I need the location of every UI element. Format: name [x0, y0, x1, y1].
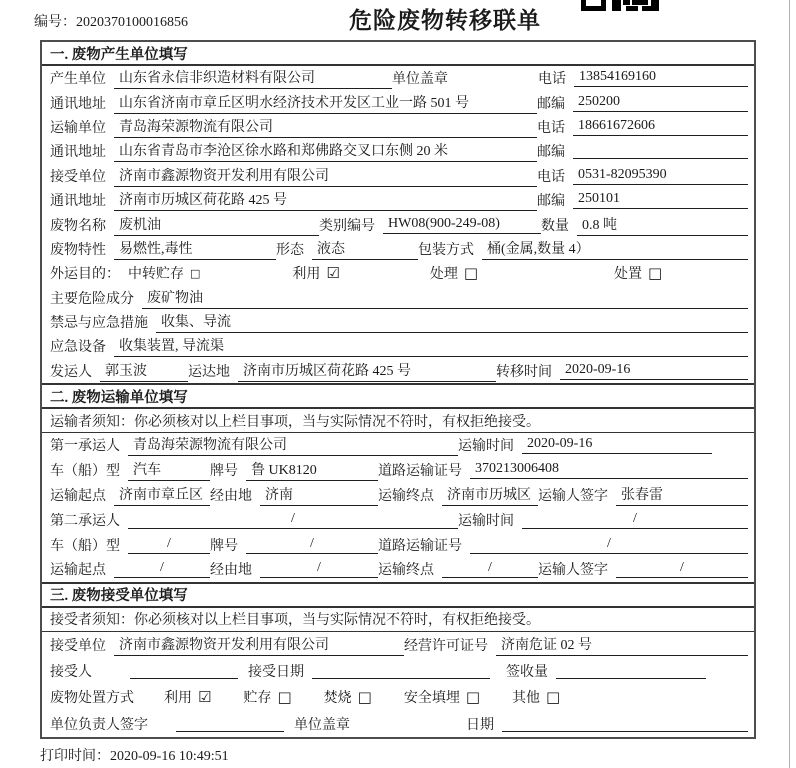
generator-address-value: 山东省济南市章丘区明水经济技术开发区工业一路 501 号 [114, 92, 537, 114]
checkbox-unchecked-icon: □ [357, 687, 372, 706]
field-label: 数量 [541, 218, 569, 234]
field-label: 第一承运人 [50, 439, 120, 455]
second-origin-value: / [114, 560, 210, 578]
field-label: 运输单位 [50, 120, 106, 136]
disposal-incineration-checkbox [324, 687, 372, 707]
field-label: 经营许可证号 [404, 638, 488, 654]
form-row [42, 608, 754, 632]
producer-section [42, 42, 754, 383]
second-carrier-value: / [128, 511, 458, 529]
field-label: 主要危险成分 [50, 291, 134, 307]
purpose-disposal-checkbox-label: 处置 [614, 267, 643, 283]
doc-number-value: 2020370100016856 [76, 15, 188, 30]
checkbox-unchecked-icon: □ [648, 263, 663, 282]
transporter-section [42, 383, 754, 582]
field-label: 废物名称 [50, 218, 106, 234]
form-row [42, 261, 754, 285]
form-row [42, 507, 754, 532]
field-label: 道路运输证号 [378, 538, 462, 554]
second-terminus-value: / [442, 560, 538, 578]
print-time [40, 745, 229, 765]
field-label: 经由地 [210, 489, 252, 505]
checkbox-unchecked-icon: □ [465, 687, 481, 706]
purpose-transfer-storage-checkbox-label: 中转贮存 [128, 267, 184, 283]
field-label: 废物处置方式 [50, 691, 134, 707]
form-row [42, 66, 754, 90]
field-label: 牌号 [210, 538, 238, 554]
second-carrier-signature-value: / [616, 560, 748, 578]
checkbox-unchecked-icon: □ [277, 687, 292, 706]
field-label: 经由地 [210, 563, 252, 579]
field-label: 车（船）型 [50, 538, 120, 554]
disposal-reuse-checkbox [164, 687, 211, 707]
page-title: 危险废物转移联单 [349, 8, 541, 33]
transporter-postcode-value [573, 143, 748, 159]
page-edge-divider [789, 0, 790, 768]
receiver-notice: 接受者须知：你必须核对以上栏目事项，当与实际情况不符时，有权拒绝接受。 [50, 613, 540, 629]
second-plate-number-value: / [246, 536, 378, 554]
form-row [42, 212, 754, 236]
transporter-notice: 运输者须知：你必须核对以上栏目事项，当与实际情况不符时，有权拒绝接受。 [50, 414, 540, 430]
first-plate-number-value: 鲁 UK8120 [246, 459, 378, 481]
form-row [42, 433, 754, 458]
field-label: 运输终点 [378, 563, 434, 579]
field-label: 运输人签字 [538, 563, 608, 579]
purpose-treatment-checkbox [430, 263, 478, 283]
field-label: 运输时间 [458, 439, 514, 455]
form-row [42, 483, 754, 508]
form-row [42, 310, 754, 334]
form-row [42, 286, 754, 310]
field-label: 接受单位 [50, 169, 106, 185]
disposal-secure-landfill-checkbox-label: 安全填埋 [403, 691, 460, 707]
first-terminus-value: 济南市历城区 [442, 484, 538, 506]
purpose-reuse-checkbox-label: 利用 [292, 267, 321, 283]
disposal-other-checkbox-label: 其他 [512, 691, 541, 707]
doc-number-label: 编号： [34, 15, 76, 30]
field-label: 转移时间 [496, 364, 552, 380]
checkbox-unchecked-icon: □ [190, 266, 201, 280]
document-header [0, 0, 796, 40]
seal-date-value [502, 716, 748, 732]
field-label: 签收量 [506, 665, 548, 681]
form-row [42, 90, 754, 114]
first-carrier-signature-value: 张春雷 [616, 484, 748, 506]
form-row [42, 632, 754, 658]
first-via-value: 济南 [260, 484, 378, 506]
field-label: 电话 [537, 120, 565, 136]
unit-seal-label: 单位盖章 [392, 72, 448, 88]
field-label: 第二承运人 [50, 513, 120, 529]
receiver-address-value: 济南市历城区荷花路 425 号 [114, 189, 537, 211]
receiver-section [42, 582, 754, 737]
form-row [42, 710, 754, 736]
receiver-unit-value: 济南市鑫源物资开发利用有限公司 [114, 165, 537, 187]
transporter-phone-value: 18661672606 [573, 118, 748, 136]
print-time-value: 2020-09-16 10:49:51 [110, 749, 229, 764]
purpose-reuse-checkbox [292, 263, 339, 283]
purpose-disposal-checkbox [614, 263, 662, 283]
form-row [42, 359, 754, 383]
receiver-section-header: 三. 废物接受单位填写 [42, 584, 754, 608]
second-transport-date-value: / [522, 511, 748, 529]
checkbox-unchecked-icon: □ [463, 263, 479, 282]
form-row [42, 139, 754, 163]
field-label: 运输终点 [378, 489, 434, 505]
field-label: 运输时间 [458, 513, 514, 529]
waste-quantity-value: 0.8 吨 [577, 214, 748, 236]
form-row [42, 237, 754, 261]
acceptor-value [130, 663, 238, 679]
field-label: 应急设备 [50, 340, 106, 356]
transporter-section-header: 二. 废物运输单位填写 [42, 385, 754, 409]
disposal-other-checkbox [512, 687, 560, 707]
field-label: 接受日期 [248, 665, 304, 681]
waste-name-value: 废机油 [114, 214, 319, 236]
first-road-permit-value: 370213006408 [470, 461, 748, 479]
transfer-date-value: 2020-09-16 [560, 362, 748, 380]
disposal-incineration-checkbox-label: 焚烧 [323, 691, 352, 707]
generator-postcode-value: 250200 [573, 94, 748, 112]
form-row [42, 658, 754, 684]
second-via-value: / [260, 560, 378, 578]
field-label: 通讯地址 [50, 145, 106, 161]
field-label: 形态 [276, 242, 304, 258]
print-time-label: 打印时间： [40, 749, 110, 764]
disposal-storage-checkbox [243, 687, 291, 707]
field-label: 牌号 [210, 464, 238, 480]
purpose-treatment-checkbox-label: 处理 [429, 267, 458, 283]
waste-form-value: 液态 [312, 238, 418, 260]
first-origin-value: 济南市章丘区 [114, 484, 210, 506]
disposal-reuse-checkbox-label: 利用 [164, 691, 192, 707]
field-label: 外运目的： [50, 267, 120, 283]
field-label: 禁忌与应急措施 [50, 316, 148, 332]
field-label: 发运人 [50, 364, 92, 380]
form-row [42, 684, 754, 710]
field-label: 通讯地址 [50, 194, 106, 210]
first-carrier-value: 青岛海荣源物流有限公司 [128, 434, 458, 456]
field-label: 废物特性 [50, 242, 106, 258]
accept-unit-value: 济南市鑫源物资开发利用有限公司 [114, 634, 404, 656]
destination-value: 济南市历城区荷花路 425 号 [238, 360, 496, 382]
form-row [42, 458, 754, 483]
doc-number [34, 11, 188, 31]
form-row [42, 532, 754, 557]
checkbox-checked-icon: ☑ [326, 263, 340, 282]
field-label: 日期 [466, 717, 494, 733]
hazardous-components-value: 废矿物油 [142, 287, 748, 309]
form-row [42, 164, 754, 188]
field-label: 类别编号 [319, 218, 375, 234]
field-label: 运输人签字 [538, 489, 608, 505]
second-vehicle-type-value: / [128, 536, 210, 554]
field-label: 邮编 [537, 145, 565, 161]
receiver-phone-value: 0531-82095390 [573, 167, 748, 185]
receiver-postcode-value: 250101 [573, 191, 748, 209]
form-row [42, 334, 754, 358]
second-road-permit-value: / [470, 536, 748, 554]
disposal-storage-checkbox-label: 贮存 [243, 691, 272, 707]
consignor-value: 郭玉波 [100, 360, 188, 382]
field-label: 车（船）型 [50, 464, 120, 480]
form-row [42, 557, 754, 582]
form-row [42, 409, 754, 433]
responsible-signature-value [176, 716, 284, 732]
form-row [42, 115, 754, 139]
transporter-unit-value: 青岛海荣源物流有限公司 [114, 116, 537, 138]
packaging-value: 桶(金属,数量 4） [482, 238, 748, 260]
first-transport-date-value: 2020-09-16 [522, 436, 712, 454]
transporter-address-value: 山东省青岛市李沧区徐水路和郑佛路交叉口东侧 20 米 [114, 140, 537, 162]
disposal-secure-landfill-checkbox [404, 687, 480, 707]
producer-section-header: 一. 废物产生单位填写 [42, 42, 754, 66]
field-label: 运输起点 [50, 489, 106, 505]
field-label: 通讯地址 [50, 96, 106, 112]
license-number-value: 济南危证 02 号 [496, 634, 748, 656]
field-label: 电话 [538, 72, 566, 88]
field-label: 邮编 [537, 96, 565, 112]
accept-date-value [312, 663, 490, 679]
received-quantity-value [556, 663, 706, 679]
qr-code-fragment [581, 0, 659, 12]
field-label: 运达地 [188, 364, 230, 380]
emergency-equipment-value: 收集装置, 导流渠 [114, 335, 748, 357]
field-label: 道路运输证号 [378, 464, 462, 480]
manifest-form-table [40, 40, 756, 739]
field-label: 包装方式 [418, 242, 474, 258]
field-label: 接受单位 [50, 638, 106, 654]
checkbox-checked-icon: ☑ [198, 687, 212, 706]
field-label: 电话 [537, 169, 565, 185]
purpose-transfer-storage-checkbox [128, 263, 200, 283]
field-label: 单位负责人签字 [50, 717, 148, 733]
form-row [42, 188, 754, 212]
field-label: 接受人 [50, 665, 92, 681]
first-vehicle-type-value: 汽车 [128, 459, 210, 481]
field-label: 邮编 [537, 194, 565, 210]
field-label: 运输起点 [50, 563, 106, 579]
waste-characteristics-value: 易燃性,毒性 [114, 238, 276, 260]
field-label: 产生单位 [50, 72, 106, 88]
receiver-unit-seal-label: 单位盖章 [294, 717, 350, 733]
checkbox-unchecked-icon: □ [546, 687, 561, 706]
waste-category-code-value: HW08(900-249-08) [383, 216, 541, 234]
generator-phone-value: 13854169160 [574, 69, 748, 87]
generator-unit-value: 山东省永信非织造材料有限公司 [114, 67, 392, 89]
emergency-measures-value: 收集、导流 [156, 311, 748, 333]
